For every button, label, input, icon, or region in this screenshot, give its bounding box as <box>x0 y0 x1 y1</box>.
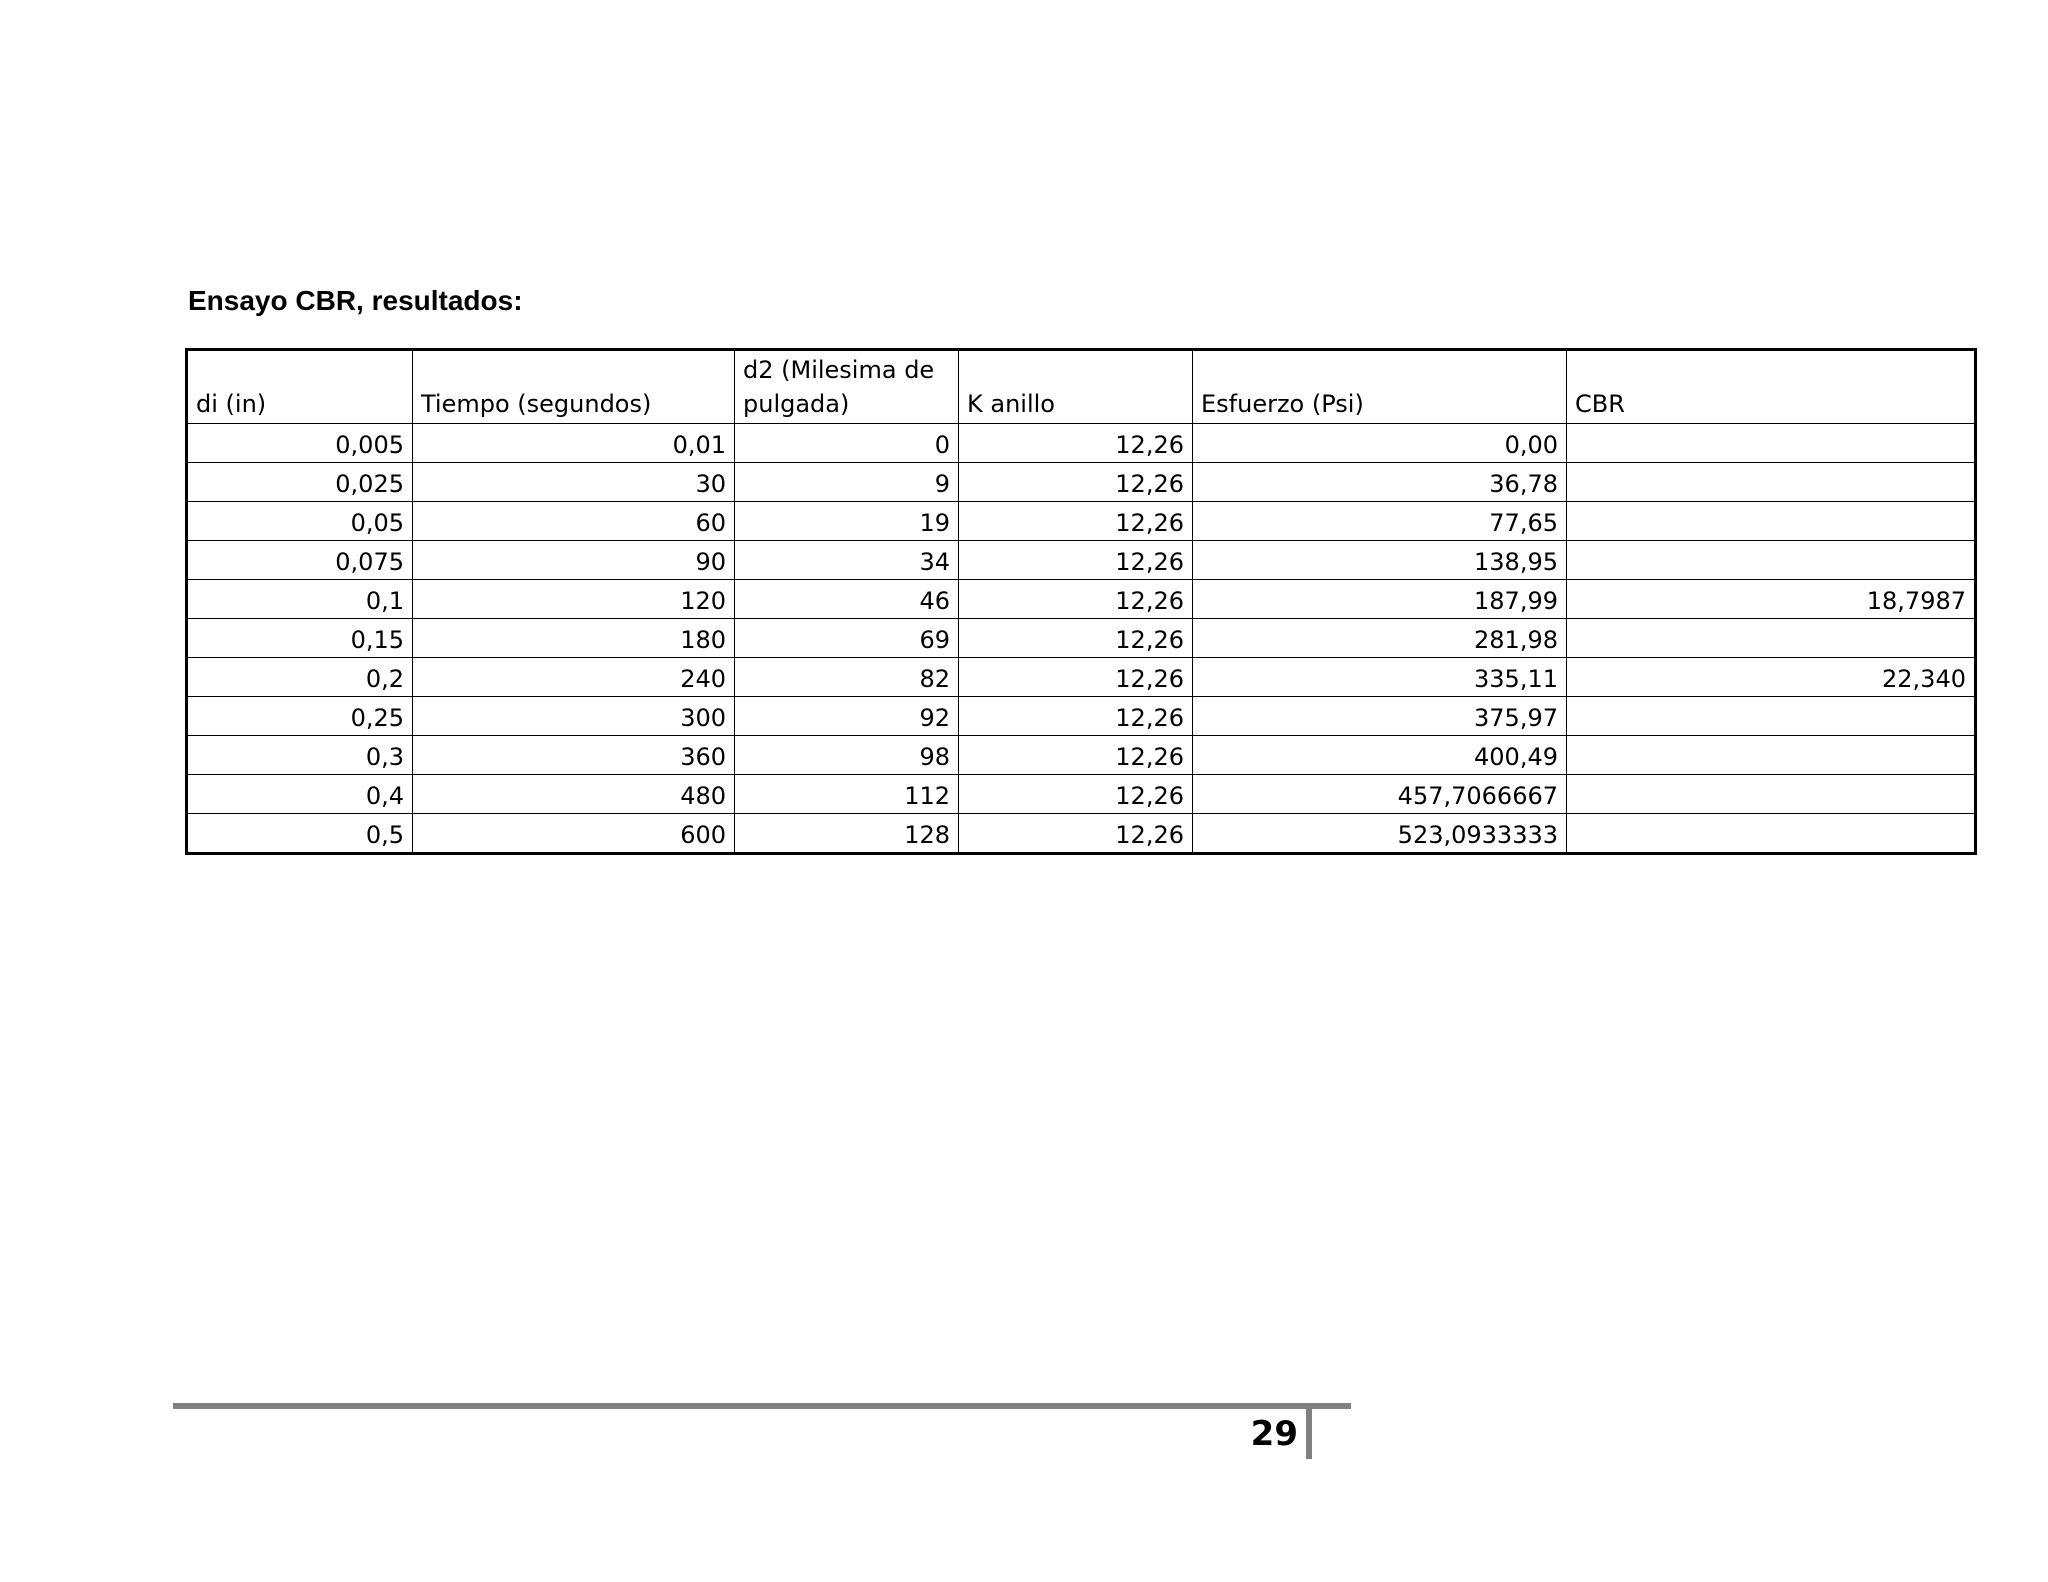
cell-di: 0,3 <box>187 736 413 775</box>
cell-k-anillo: 12,26 <box>959 736 1193 775</box>
cell-k-anillo: 12,26 <box>959 814 1193 854</box>
table-row <box>187 736 1976 775</box>
table-row <box>187 619 1976 658</box>
cell-esfuerzo: 187,99 <box>1193 580 1567 619</box>
cell-tiempo: 0,01 <box>413 424 735 463</box>
cell-di: 0,1 <box>187 580 413 619</box>
table-row <box>187 463 1976 502</box>
cell-tiempo: 120 <box>413 580 735 619</box>
cell-tiempo: 90 <box>413 541 735 580</box>
cell-d2: 46 <box>735 580 959 619</box>
cell-d2: 34 <box>735 541 959 580</box>
cell-tiempo: 360 <box>413 736 735 775</box>
table-row <box>187 814 1976 854</box>
cell-cbr <box>1567 463 1976 502</box>
table-body <box>187 424 1976 854</box>
cbr-results-table <box>185 348 1977 855</box>
table-row <box>187 580 1976 619</box>
table-row <box>187 697 1976 736</box>
column-header-di: di (in) <box>187 350 413 424</box>
cell-cbr: 18,7987 <box>1567 580 1976 619</box>
cell-k-anillo: 12,26 <box>959 502 1193 541</box>
cell-esfuerzo: 36,78 <box>1193 463 1567 502</box>
cell-tiempo: 180 <box>413 619 735 658</box>
cell-esfuerzo: 335,11 <box>1193 658 1567 697</box>
cell-esfuerzo: 77,65 <box>1193 502 1567 541</box>
cell-cbr <box>1567 424 1976 463</box>
cell-esfuerzo: 375,97 <box>1193 697 1567 736</box>
cell-di: 0,05 <box>187 502 413 541</box>
cell-tiempo: 30 <box>413 463 735 502</box>
cell-cbr <box>1567 814 1976 854</box>
cell-tiempo: 480 <box>413 775 735 814</box>
cell-k-anillo: 12,26 <box>959 775 1193 814</box>
column-header-d2: d2 (Milesima de pulgada) <box>735 350 959 424</box>
cell-k-anillo: 12,26 <box>959 697 1193 736</box>
cell-d2: 98 <box>735 736 959 775</box>
table-header-row <box>187 350 1976 424</box>
cell-cbr <box>1567 697 1976 736</box>
column-header-tiempo: Tiempo (segundos) <box>413 350 735 424</box>
cell-d2: 92 <box>735 697 959 736</box>
cell-k-anillo: 12,26 <box>959 619 1193 658</box>
cell-cbr <box>1567 502 1976 541</box>
cell-tiempo: 60 <box>413 502 735 541</box>
cell-k-anillo: 12,26 <box>959 424 1193 463</box>
cell-cbr: 22,340 <box>1567 658 1976 697</box>
cell-k-anillo: 12,26 <box>959 658 1193 697</box>
column-header-k-anillo: K anillo <box>959 350 1193 424</box>
cell-d2: 69 <box>735 619 959 658</box>
cell-di: 0,5 <box>187 814 413 854</box>
footer-rule <box>173 1403 1351 1409</box>
table-row <box>187 658 1976 697</box>
cell-di: 0,005 <box>187 424 413 463</box>
cell-di: 0,15 <box>187 619 413 658</box>
cell-tiempo: 600 <box>413 814 735 854</box>
cell-cbr <box>1567 619 1976 658</box>
cell-esfuerzo: 523,0933333 <box>1193 814 1567 854</box>
table-row <box>187 541 1976 580</box>
cell-cbr <box>1567 775 1976 814</box>
cell-esfuerzo: 138,95 <box>1193 541 1567 580</box>
cell-cbr <box>1567 541 1976 580</box>
column-header-esfuerzo: Esfuerzo (Psi) <box>1193 350 1567 424</box>
table-row <box>187 502 1976 541</box>
cell-k-anillo: 12,26 <box>959 463 1193 502</box>
cell-di: 0,2 <box>187 658 413 697</box>
column-header-cbr: CBR <box>1567 350 1976 424</box>
cell-di: 0,025 <box>187 463 413 502</box>
cell-esfuerzo: 0,00 <box>1193 424 1567 463</box>
cell-di: 0,075 <box>187 541 413 580</box>
cell-d2: 19 <box>735 502 959 541</box>
cell-k-anillo: 12,26 <box>959 541 1193 580</box>
cell-tiempo: 240 <box>413 658 735 697</box>
cell-d2: 0 <box>735 424 959 463</box>
cell-esfuerzo: 400,49 <box>1193 736 1567 775</box>
cell-cbr <box>1567 736 1976 775</box>
cell-di: 0,25 <box>187 697 413 736</box>
section-heading: Ensayo CBR, resultados: <box>188 285 523 316</box>
cell-k-anillo: 12,26 <box>959 580 1193 619</box>
cell-tiempo: 300 <box>413 697 735 736</box>
cell-d2: 9 <box>735 463 959 502</box>
cell-d2: 112 <box>735 775 959 814</box>
page-number: 29 <box>1250 1414 1298 1454</box>
cell-di: 0,4 <box>187 775 413 814</box>
table-row <box>187 775 1976 814</box>
cell-esfuerzo: 457,7066667 <box>1193 775 1567 814</box>
cell-d2: 128 <box>735 814 959 854</box>
table-row <box>187 424 1976 463</box>
cell-d2: 82 <box>735 658 959 697</box>
cell-esfuerzo: 281,98 <box>1193 619 1567 658</box>
footer-divider <box>1306 1403 1312 1459</box>
